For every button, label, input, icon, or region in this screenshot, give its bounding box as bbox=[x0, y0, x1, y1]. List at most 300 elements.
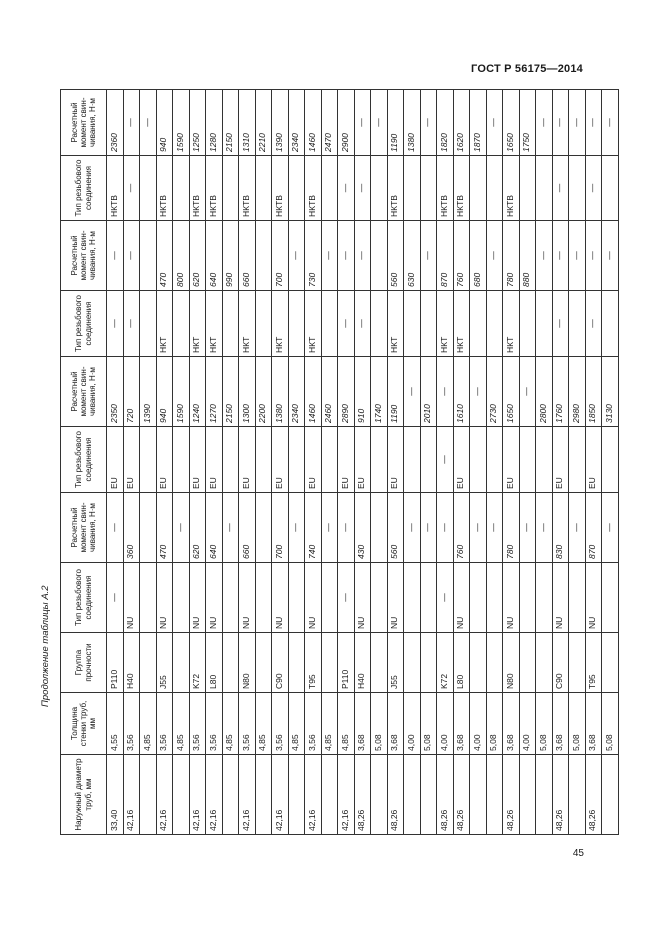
table-cell: — bbox=[123, 90, 140, 156]
table-cell bbox=[569, 633, 586, 693]
table-cell: 3,56 bbox=[206, 693, 223, 755]
column-header: Наружный диаметр труб, мм bbox=[61, 755, 107, 835]
table-cell bbox=[602, 291, 619, 357]
table-cell: — bbox=[585, 156, 602, 221]
table-cell bbox=[420, 563, 437, 633]
table-cell: 33,40 bbox=[107, 755, 124, 835]
table-cell bbox=[173, 755, 190, 835]
table-cell: K72 bbox=[189, 633, 206, 693]
table-cell bbox=[222, 633, 239, 693]
table-cell: — bbox=[338, 493, 355, 563]
table-cell: 560 bbox=[387, 493, 404, 563]
table-cell: 5,08 bbox=[536, 693, 553, 755]
table-cell bbox=[140, 633, 157, 693]
table-cell: 4,85 bbox=[255, 693, 272, 755]
table-cell: — bbox=[536, 221, 553, 291]
table-cell bbox=[222, 156, 239, 221]
table-cell: 3130 bbox=[602, 357, 619, 427]
table-cell: — bbox=[107, 493, 124, 563]
table-cell bbox=[519, 755, 536, 835]
table-cell bbox=[321, 755, 338, 835]
table-cell: NU bbox=[503, 563, 520, 633]
table-cell bbox=[404, 563, 421, 633]
table-cell: — bbox=[536, 90, 553, 156]
table-cell bbox=[569, 291, 586, 357]
table-cell: NU bbox=[206, 563, 223, 633]
table-cell: 4,85 bbox=[140, 693, 157, 755]
table-row bbox=[387, 90, 404, 835]
table-cell bbox=[470, 427, 487, 493]
table-row bbox=[470, 90, 487, 835]
table-cell: 940 bbox=[156, 357, 173, 427]
table-cell: — bbox=[602, 221, 619, 291]
table-cell: 2470 bbox=[321, 90, 338, 156]
table-cell bbox=[173, 427, 190, 493]
table-cell: NU bbox=[189, 563, 206, 633]
table-cell bbox=[536, 427, 553, 493]
table-cell: 2730 bbox=[486, 357, 503, 427]
table-cell: НКТВ bbox=[503, 156, 520, 221]
table-cell bbox=[486, 427, 503, 493]
table-cell bbox=[140, 563, 157, 633]
table-cell: H40 bbox=[123, 633, 140, 693]
table-cell bbox=[420, 427, 437, 493]
table-cell: 2900 bbox=[338, 90, 355, 156]
table-cell: — bbox=[288, 221, 305, 291]
table-cell bbox=[173, 633, 190, 693]
table-cell: НКТВ bbox=[107, 156, 124, 221]
column-header: Тип резьбового соединения bbox=[61, 291, 107, 357]
table-cell: — bbox=[470, 357, 487, 427]
table-cell bbox=[255, 493, 272, 563]
table-cell bbox=[470, 755, 487, 835]
table-cell bbox=[371, 755, 388, 835]
table-cell: 830 bbox=[552, 493, 569, 563]
table-cell bbox=[371, 291, 388, 357]
table-cell: 760 bbox=[453, 493, 470, 563]
column-header: Расчетный момент свин-чивания, Н·м bbox=[61, 493, 107, 563]
table-head bbox=[61, 90, 107, 835]
column-header: Тип резьбового соединения bbox=[61, 156, 107, 221]
table-cell: НКТ bbox=[206, 291, 223, 357]
table-cell: 740 bbox=[305, 493, 322, 563]
table-cell: 1620 bbox=[453, 90, 470, 156]
table-cell bbox=[569, 156, 586, 221]
table-cell: — bbox=[338, 563, 355, 633]
table-cell bbox=[255, 755, 272, 835]
table-cell bbox=[321, 633, 338, 693]
table-cell bbox=[288, 291, 305, 357]
table-cell: — bbox=[107, 563, 124, 633]
table-cell: 1190 bbox=[387, 357, 404, 427]
table-cell: 5,08 bbox=[371, 693, 388, 755]
table-cell: 870 bbox=[437, 221, 454, 291]
table-cell: — bbox=[173, 493, 190, 563]
table-cell bbox=[140, 221, 157, 291]
table-cell: 620 bbox=[189, 221, 206, 291]
table-cell: 720 bbox=[123, 357, 140, 427]
table-cell: НКТ bbox=[156, 291, 173, 357]
table-cell: 430 bbox=[354, 493, 371, 563]
rotated-table-frame bbox=[60, 90, 614, 835]
table-cell: — bbox=[585, 221, 602, 291]
table-cell: EU bbox=[338, 427, 355, 493]
table-cell: — bbox=[470, 493, 487, 563]
table-row bbox=[519, 90, 536, 835]
table-cell: 48,26 bbox=[354, 755, 371, 835]
table-row bbox=[569, 90, 586, 835]
table-cell: 560 bbox=[387, 221, 404, 291]
table-cell bbox=[420, 291, 437, 357]
table-cell: 2340 bbox=[288, 90, 305, 156]
table-cell: 2800 bbox=[536, 357, 553, 427]
table-cell: НКТВ bbox=[206, 156, 223, 221]
table-cell: L80 bbox=[453, 633, 470, 693]
table-cell: 990 bbox=[222, 221, 239, 291]
table-cell bbox=[602, 563, 619, 633]
table-cell: 1740 bbox=[371, 357, 388, 427]
header-row bbox=[61, 90, 107, 835]
table-cell bbox=[404, 156, 421, 221]
table-row bbox=[107, 90, 124, 835]
table-cell: — bbox=[519, 357, 536, 427]
table-row bbox=[239, 90, 256, 835]
table-cell: 870 bbox=[585, 493, 602, 563]
table-cell: НКТВ bbox=[189, 156, 206, 221]
table-cell: — bbox=[338, 221, 355, 291]
column-header: Толщина стенки труб, мм bbox=[61, 693, 107, 755]
table-cell: — bbox=[552, 156, 569, 221]
table-cell: НКТВ bbox=[437, 156, 454, 221]
table-cell: — bbox=[123, 221, 140, 291]
table-cell: 1650 bbox=[503, 357, 520, 427]
table-cell: 700 bbox=[272, 493, 289, 563]
table-cell: — bbox=[437, 493, 454, 563]
table-cell: 2210 bbox=[255, 90, 272, 156]
table-row bbox=[552, 90, 569, 835]
table-cell: 4,00 bbox=[519, 693, 536, 755]
table-cell bbox=[371, 563, 388, 633]
table-cell: 1380 bbox=[404, 90, 421, 156]
table-cell: 2010 bbox=[420, 357, 437, 427]
table-cell: 3,68 bbox=[552, 693, 569, 755]
table-cell: НКТ bbox=[453, 291, 470, 357]
table-cell bbox=[371, 427, 388, 493]
table-cell: 42,16 bbox=[156, 755, 173, 835]
table-row bbox=[156, 90, 173, 835]
table-cell: 470 bbox=[156, 493, 173, 563]
table-cell: — bbox=[486, 493, 503, 563]
table-cell: 4,00 bbox=[437, 693, 454, 755]
table-cell: — bbox=[321, 221, 338, 291]
table-cell: 640 bbox=[206, 493, 223, 563]
table-cell: 3,68 bbox=[585, 693, 602, 755]
table-cell bbox=[371, 221, 388, 291]
table-caption: Продолжение таблицы А.2 bbox=[40, 585, 51, 707]
table-cell: 5,08 bbox=[569, 693, 586, 755]
table-row bbox=[420, 90, 437, 835]
table-cell: NU bbox=[552, 563, 569, 633]
table-cell bbox=[371, 493, 388, 563]
table-cell: 1240 bbox=[189, 357, 206, 427]
table-cell: T95 bbox=[585, 633, 602, 693]
table-cell: — bbox=[354, 90, 371, 156]
table-cell bbox=[486, 291, 503, 357]
table-cell: 3,56 bbox=[272, 693, 289, 755]
table-cell: НКТ bbox=[503, 291, 520, 357]
table-cell: 2200 bbox=[255, 357, 272, 427]
table-cell: — bbox=[552, 90, 569, 156]
table-cell: C90 bbox=[272, 633, 289, 693]
table-row bbox=[305, 90, 322, 835]
table-cell: 4,85 bbox=[222, 693, 239, 755]
table-cell: НКТВ bbox=[387, 156, 404, 221]
table-cell bbox=[321, 291, 338, 357]
table-cell: — bbox=[107, 291, 124, 357]
table-cell: 42,16 bbox=[305, 755, 322, 835]
table-cell: 48,26 bbox=[552, 755, 569, 835]
table-cell: 780 bbox=[503, 493, 520, 563]
table-cell bbox=[470, 291, 487, 357]
table-cell: 1390 bbox=[140, 357, 157, 427]
table-cell: — bbox=[404, 493, 421, 563]
table-cell: — bbox=[420, 90, 437, 156]
table-cell: НКТВ bbox=[272, 156, 289, 221]
table-cell: — bbox=[123, 156, 140, 221]
table-cell: 1280 bbox=[206, 90, 223, 156]
table-cell: EU bbox=[503, 427, 520, 493]
table-cell bbox=[321, 156, 338, 221]
table-cell: 1590 bbox=[173, 90, 190, 156]
table-cell: 3,68 bbox=[387, 693, 404, 755]
table-cell bbox=[602, 156, 619, 221]
table-cell: 1300 bbox=[239, 357, 256, 427]
table-cell: 2350 bbox=[107, 357, 124, 427]
table-cell: 1390 bbox=[272, 90, 289, 156]
table-cell: EU bbox=[272, 427, 289, 493]
table-cell: 4,00 bbox=[404, 693, 421, 755]
table-cell: 1590 bbox=[173, 357, 190, 427]
table-cell: NU bbox=[156, 563, 173, 633]
table-cell: T95 bbox=[305, 633, 322, 693]
table-cell: — bbox=[354, 291, 371, 357]
table-cell: 3,56 bbox=[156, 693, 173, 755]
table-cell: 1270 bbox=[206, 357, 223, 427]
table-cell bbox=[173, 156, 190, 221]
table-cell: — bbox=[569, 90, 586, 156]
table-cell: P110 bbox=[107, 633, 124, 693]
table-cell: — bbox=[354, 221, 371, 291]
table-cell bbox=[519, 427, 536, 493]
table-cell: 360 bbox=[123, 493, 140, 563]
table-row bbox=[288, 90, 305, 835]
table-cell: 1870 bbox=[470, 90, 487, 156]
table-cell: 42,16 bbox=[189, 755, 206, 835]
table-cell bbox=[404, 755, 421, 835]
table-cell: 4,00 bbox=[470, 693, 487, 755]
table-cell: 910 bbox=[354, 357, 371, 427]
table-cell: 4,85 bbox=[288, 693, 305, 755]
table-cell: — bbox=[569, 493, 586, 563]
table-cell: — bbox=[338, 291, 355, 357]
table-cell: K72 bbox=[437, 633, 454, 693]
table-cell: НКТ bbox=[305, 291, 322, 357]
table-cell: 2890 bbox=[338, 357, 355, 427]
table-cell: 3,68 bbox=[453, 693, 470, 755]
table-cell: НКТ bbox=[189, 291, 206, 357]
table-cell: — bbox=[552, 291, 569, 357]
table-cell bbox=[222, 427, 239, 493]
table-cell: L80 bbox=[206, 633, 223, 693]
table-cell: H40 bbox=[354, 633, 371, 693]
document-standard-header: ГОСТ Р 56175—2014 bbox=[471, 63, 583, 75]
table-row bbox=[354, 90, 371, 835]
table-cell bbox=[140, 755, 157, 835]
table-cell: 780 bbox=[503, 221, 520, 291]
table-cell bbox=[486, 156, 503, 221]
torque-table bbox=[60, 89, 619, 835]
table-row bbox=[338, 90, 355, 835]
table-cell: — bbox=[437, 563, 454, 633]
table-cell: N80 bbox=[239, 633, 256, 693]
table-row bbox=[453, 90, 470, 835]
column-header: Расчетный момент свин-чивания, Н·м bbox=[61, 90, 107, 156]
table-cell: НКТ bbox=[387, 291, 404, 357]
table-cell: 2980 bbox=[569, 357, 586, 427]
table-cell: 48,26 bbox=[503, 755, 520, 835]
table-cell: 3,56 bbox=[123, 693, 140, 755]
table-cell bbox=[486, 633, 503, 693]
table-row bbox=[173, 90, 190, 835]
table-cell bbox=[536, 156, 553, 221]
table-cell: EU bbox=[239, 427, 256, 493]
table-row bbox=[536, 90, 553, 835]
table-cell bbox=[222, 755, 239, 835]
table-cell: НКТВ bbox=[156, 156, 173, 221]
table-cell: EU bbox=[189, 427, 206, 493]
table-row bbox=[321, 90, 338, 835]
table-cell: — bbox=[486, 90, 503, 156]
table-cell: 1250 bbox=[189, 90, 206, 156]
table-cell: НКТ bbox=[239, 291, 256, 357]
table-cell: EU bbox=[585, 427, 602, 493]
column-header: Тип резьбового соединения bbox=[61, 563, 107, 633]
table-cell: 5,08 bbox=[420, 693, 437, 755]
table-cell: 1310 bbox=[239, 90, 256, 156]
table-cell: 42,16 bbox=[239, 755, 256, 835]
table-cell: 3,68 bbox=[503, 693, 520, 755]
table-cell: — bbox=[420, 493, 437, 563]
table-cell: EU bbox=[107, 427, 124, 493]
table-cell bbox=[602, 755, 619, 835]
table-cell: NU bbox=[123, 563, 140, 633]
table-cell: — bbox=[371, 90, 388, 156]
table-cell: 800 bbox=[173, 221, 190, 291]
table-row bbox=[585, 90, 602, 835]
table-cell bbox=[288, 427, 305, 493]
table-cell: 1460 bbox=[305, 90, 322, 156]
table-cell bbox=[255, 291, 272, 357]
table-cell: 5,08 bbox=[486, 693, 503, 755]
table-cell: 42,16 bbox=[206, 755, 223, 835]
table-cell bbox=[486, 755, 503, 835]
table-cell: — bbox=[140, 90, 157, 156]
table-row bbox=[437, 90, 454, 835]
table-cell bbox=[569, 755, 586, 835]
table-cell bbox=[255, 156, 272, 221]
table-cell bbox=[222, 563, 239, 633]
column-header: Группа прочности bbox=[61, 633, 107, 693]
table-cell: НКТВ bbox=[305, 156, 322, 221]
table-cell: 3,56 bbox=[239, 693, 256, 755]
table-cell: — bbox=[107, 221, 124, 291]
table-cell: — bbox=[585, 90, 602, 156]
table-cell: 680 bbox=[470, 221, 487, 291]
table-cell: EU bbox=[305, 427, 322, 493]
table-cell bbox=[371, 156, 388, 221]
table-row bbox=[503, 90, 520, 835]
table-cell: — bbox=[486, 221, 503, 291]
table-cell: 1760 bbox=[552, 357, 569, 427]
table-cell: 2150 bbox=[222, 357, 239, 427]
table-cell: — bbox=[404, 357, 421, 427]
table-cell: 4,85 bbox=[338, 693, 355, 755]
table-cell: NU bbox=[585, 563, 602, 633]
table-cell: 660 bbox=[239, 221, 256, 291]
table-cell: — bbox=[536, 493, 553, 563]
table-cell bbox=[420, 755, 437, 835]
table-cell: 1610 bbox=[453, 357, 470, 427]
table-row bbox=[371, 90, 388, 835]
table-cell: 48,26 bbox=[585, 755, 602, 835]
table-cell: 48,26 bbox=[437, 755, 454, 835]
table-cell: — bbox=[123, 291, 140, 357]
table-cell: 2340 bbox=[288, 357, 305, 427]
table-cell bbox=[404, 427, 421, 493]
table-cell: EU bbox=[453, 427, 470, 493]
table-body bbox=[107, 90, 619, 835]
table-cell bbox=[569, 563, 586, 633]
column-header: Расчетный момент свин-чивания, Н·м bbox=[61, 221, 107, 291]
table-cell: NU bbox=[354, 563, 371, 633]
table-cell: 48,26 bbox=[387, 755, 404, 835]
table-cell: EU bbox=[387, 427, 404, 493]
table-cell bbox=[486, 563, 503, 633]
table-cell bbox=[404, 291, 421, 357]
table-cell: P110 bbox=[338, 633, 355, 693]
table-cell bbox=[140, 156, 157, 221]
table-cell: 630 bbox=[404, 221, 421, 291]
table-cell: — bbox=[437, 357, 454, 427]
table-cell bbox=[519, 633, 536, 693]
table-cell: — bbox=[585, 291, 602, 357]
table-cell: — bbox=[602, 493, 619, 563]
table-cell: — bbox=[552, 221, 569, 291]
table-cell: 700 bbox=[272, 221, 289, 291]
table-cell: EU bbox=[552, 427, 569, 493]
table-cell: 3,68 bbox=[354, 693, 371, 755]
table-cell bbox=[519, 291, 536, 357]
table-cell: 4,55 bbox=[107, 693, 124, 755]
table-cell: 940 bbox=[156, 90, 173, 156]
table-cell: N80 bbox=[503, 633, 520, 693]
table-cell bbox=[420, 156, 437, 221]
table-cell bbox=[404, 633, 421, 693]
table-cell: 4,85 bbox=[173, 693, 190, 755]
table-cell bbox=[519, 156, 536, 221]
table-cell: NU bbox=[305, 563, 322, 633]
table-cell: 3,56 bbox=[305, 693, 322, 755]
